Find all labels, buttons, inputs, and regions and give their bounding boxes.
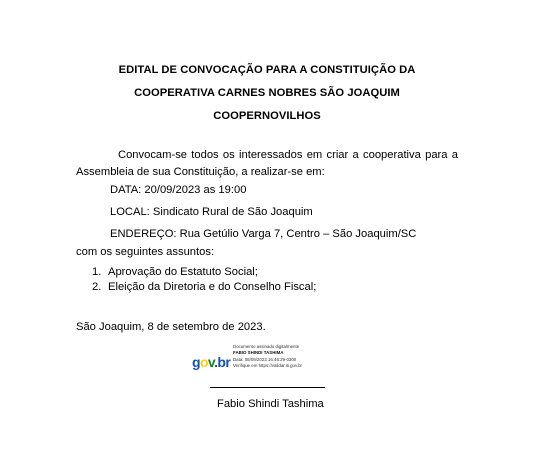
stamp-line: Verifique em https://validar.iti.gov.br [233, 362, 302, 368]
digital-signature-stamp [233, 344, 302, 369]
place-and-date: São Joaquim, 8 de setembro de 2023. [76, 321, 266, 333]
agenda-item [92, 281, 316, 293]
agenda-item-number: 2. [92, 281, 102, 293]
signer-name: Fabio Shindi Tashima [217, 398, 324, 410]
agenda-item-text: Eleição da Diretoria e do Conselho Fiscal; [108, 281, 317, 293]
title-line-1: EDITAL DE CONVOCAÇÃO PARA A CONSTITUIÇÃO DA [118, 64, 416, 76]
stamp-line: Data: 08/09/2023 16:46:29-0300 [233, 356, 297, 362]
intro-paragraph: Convocam-se todos os interessados em criar a cooperativa para a Assembleia de sua Constituição, a realizar-se em: [76, 149, 458, 178]
agenda-item [92, 266, 258, 278]
title-line-3: COOPERNOVILHOS [213, 110, 321, 122]
agenda-item-text: Aprovação do Estatuto Social; [108, 266, 258, 278]
title-line-2: COOPERATIVA CARNES NOBRES SÃO JOAQUIM [134, 87, 400, 99]
meeting-address: ENDEREÇO: Rua Getúlio Varga 7, Centro – São Joaquim/SC [110, 228, 417, 240]
meeting-location: LOCAL: Sindicato Rural de São Joaquim [110, 206, 313, 218]
agenda-intro: com os seguintes assuntos: [76, 246, 215, 258]
agenda-item-number: 1. [92, 266, 102, 278]
meeting-date: DATA: 20/09/2023 as 19:00 [110, 184, 247, 196]
stamp-line: Documento assinado digitalmente [233, 344, 300, 349]
govbr-logo [192, 352, 232, 372]
signature-line [210, 387, 325, 388]
svg-text:gov.br: gov.br [192, 354, 231, 370]
stamp-signer: FABIO SHINDI TASHIMA [233, 350, 284, 356]
